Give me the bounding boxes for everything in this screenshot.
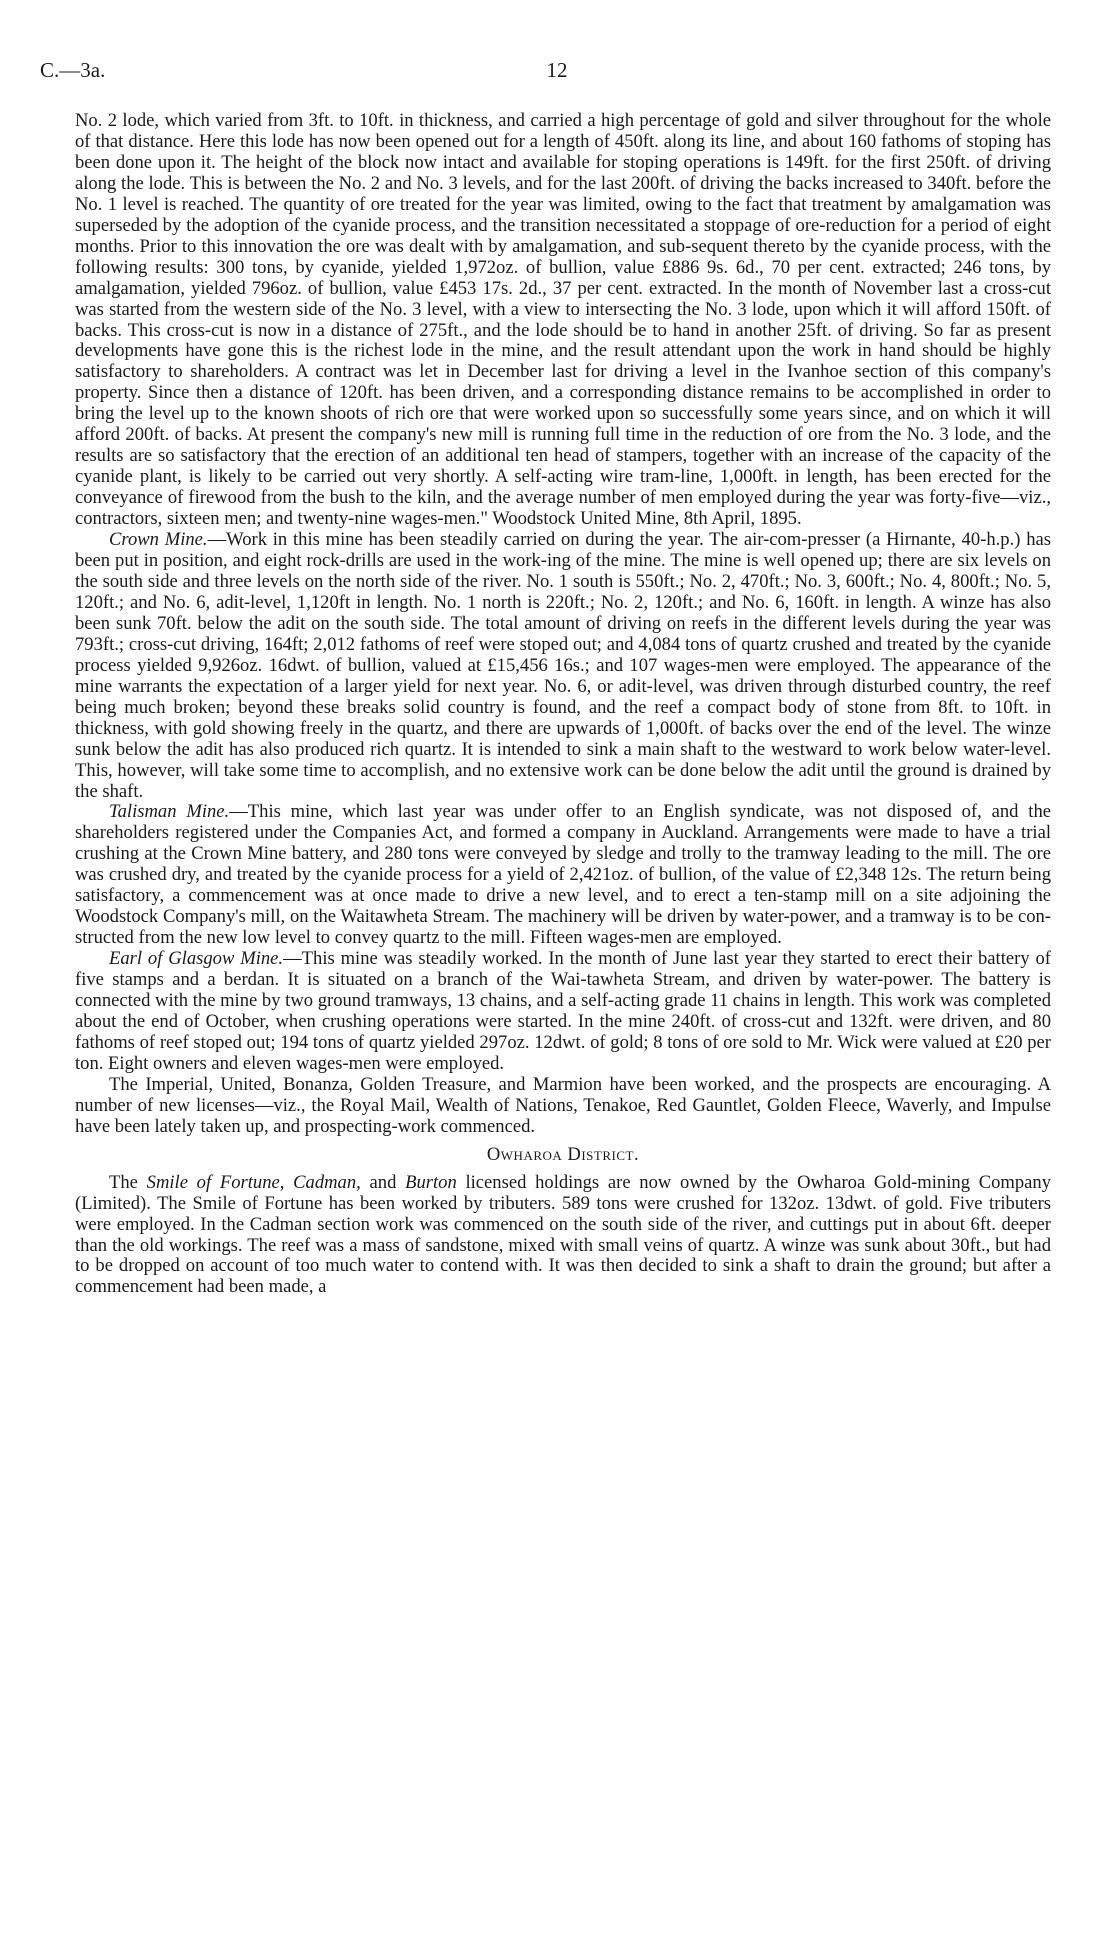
body-text <box>75 111 1051 1298</box>
paragraph-text: licensed holdings are now owned by the Owharoa Gold-mining Company (Limited). The Smile of Fortune has been worked by tributers. 589 tons were crushed for 132oz. 13dwt. of gold. Five tributers were employed. In the Cadman section work was commenced on the south side of the river, and cuttings put in about 6ft. deeper than the old workings. The reef was a mass of sandstone, mixed with small veins of quartz. A winze was sunk about 30ft., but had to be dropped on account of too much water to contend with. It was then decided to sink a shaft to drain the ground; but after a commencement had been made, a <box>75 1171 1052 1298</box>
paragraph-text-lead: The <box>109 1171 147 1193</box>
paragraph-text: The Imperial, United, Bonanza, Golden Treasure, and Marmion have been worked, and the prospects are encouraging. A number of new licenses—viz., the Royal Mail, Wealth of Nations, Tenakoe, Red Gauntlet, Golden Fleece, Waverly, and Impulse have been lately taken up, and prospecting-work commenced. <box>75 1073 1051 1137</box>
paragraph-text: —This mine was steadily worked. In the month of June last year they started to erect their battery of five stamps and a berdan. It is situated on a branch of the Wai-tawheta Stream, and driven by water-power. The battery is connected with the mine by two ground tramways, 13 chains, and a self-acting grade 11 chains in length. This work was completed about the end of October, when crushing operations were started. In the mine 240ft. of cross-cut and 132ft. were driven, and 80 fathoms of reef stoped out; 194 tons of quartz yielded 297oz. 12dwt. of gold; 8 tons of ore sold to Mr. Wick were valued at £20 per ton. Eight owners and eleven wages-men were employed. <box>75 948 1051 1074</box>
page-number: 12 <box>546 58 568 82</box>
mine-name: Talisman Mine. <box>109 801 230 823</box>
holding-names: Smile of Fortune, Cadman, <box>146 1171 361 1193</box>
mine-name: Crown Mine. <box>109 529 208 551</box>
paragraph-other-mines <box>75 1075 1051 1138</box>
mine-name: Earl of Glasgow Mine. <box>109 948 284 970</box>
paragraph-earl-of-glasgow-mine <box>75 949 1051 1075</box>
paragraph-text: No. 2 lode, which varied from 3ft. to 10ft. in thickness, and carried a high percentage of gold and silver throughout for the whole of that distance. Here this lode has now been opened out for a length of 450ft. along its line, and about 160 fathoms of stoping has been done upon it. The height of the block now intact and available for stoping operations is 149ft. for the first 250ft. of driving along the lode. This is between the No. 2 and No. 3 levels, and for the last 200ft. of driving the backs increased to 340ft. before the No. 1 level is reached. The quantity of ore treated for the year was limited, owing to the fact that treatment by amalgamation was superseded by the adoption of the cyanide process, and the transition necessitated a stoppage of ore-reduction for a period of eight months. Prior to this innovation the ore was dealt with by amalgamation, and sub-sequent thereto by the cyanide process, with the following results: 300 tons, by cyanide, yielded 1,972oz. of bullion, value £886 9s. 6d., 70 per cent. extracted; 246 tons, by amalgamation, yielded 796oz. of bullion, value £453 17s. 2d., 37 per cent. extracted. In the month of November last a cross-cut was started from the western side of the No. 3 level, with a view to intersecting the No. 3 lode, upon which it will afford 150ft. of backs. This cross-cut is now in a distance of 275ft., and the lode should be to hand in another 25ft. of driving. So far as present developments have gone this is the richest lode in the mine, and the result attendant upon the work in hand should be highly satisfactory to shareholders. A contract was let in December last for driving a level in the Ivanhoe section of this company's property. Since then a distance of 120ft. has been driven, and a corresponding distance remains to be accomplished in order to bring the level up to the known shoots of rich ore that were worked upon so successfully some years since, and on which it will afford 200ft. of backs. At present the company's new mill is running full time in the reduction of ore from the No. 3 lode, and the results are so satisfactory that the erection of an additional ten head of stampers, together with an increase of the capacity of the cyanide plant, is likely to be carried out very shortly. A self-acting wire tram-line, 1,000ft. in length, has been erected for the conveyance of firewood from the bush to the kiln, and the average number of men employed during the year was forty-five—viz., contractors, sixteen men; and twenty-nine wages-men." Woodstock United Mine, 8th April, 1895. <box>75 110 1051 530</box>
paragraph-text-mid: and <box>360 1171 406 1193</box>
paragraph-text: —Work in this mine has been steadily carried on during the year. The air-com-presser (a Hirnante, 40-h.p.) has been put in position, and eight rock-drills are used in the work-ing of the mine. The mine is well opened up; there are six levels on the south side and three levels on the north side of the river. No. 1 south is 550ft.; No. 2, 470ft.; No. 3, 600ft.; No. 4, 800ft.; No. 5, 120ft.; and No. 6, adit-level, 1,120ft in length. No. 1 north is 220ft.; No. 2, 120ft.; and No. 6, 160ft. in length. A winze has also been sunk 70ft. below the adit on the south side. The total amount of driving on reefs in the different levels during the year was 793ft.; cross-cut driving, 164ft; 2,012 fathoms of reef were stoped out; and 4,084 tons of quartz crushed and treated by the cyanide process yielded 9,926oz. 16dwt. of bullion, valued at £15,456 16s.; and 107 wages-men were employed. The appearance of the mine warrants the expectation of a larger yield for next year. No. 6, or adit-level, was driven through disturbed country, the reef being much broken; beyond these breaks solid country is found, and the reef a compact body of stone from 8ft. to 10ft. in thickness, with gold showing freely in the quartz, and there are upwards of 1,000ft. of backs over the end of the level. The winze sunk below the adit has also produced rich quartz. It is intended to sink a main shaft to the westward to work below water-level. This, however, will take some time to accomplish, and no extensive work can be done below the adit until the ground is drained by the shaft. <box>75 529 1051 802</box>
section-heading-owharoa-district: Owharoa District. <box>486 1143 640 1165</box>
paragraph-crown-mine <box>75 530 1051 802</box>
page-header <box>40 58 1074 88</box>
paragraph-talisman-mine <box>75 802 1051 949</box>
paragraph-owharoa <box>75 1173 1051 1299</box>
paragraph-woodstock-continued <box>75 111 1051 530</box>
paragraph-text: —This mine, which last year was under offer to an English syndicate, was not disposed of, and the shareholders registered under the Companies Act, and formed a company in Auckland. Arrangements were made to have a trial crushing at the Crown Mine battery, and 280 tons were conveyed by sledge and trolly to the tramway leading to the mill. The ore was crushed dry, and treated by the cyanide process for a yield of 2,421oz. of bullion, of the value of £2,348 12s. The return being satisfactory, a commencement was at once made to drive a new level, and to erect a ten-stamp mill on a site adjoining the Woodstock Company's mill, on the Waitawheta Stream. The machinery will be driven by water-power, and a tramway is to be con-structed from the new low level to convey quartz to the mill. Fifteen wages-men are employed. <box>75 801 1051 949</box>
document-reference: C.—3a. <box>40 58 106 82</box>
holding-name: Burton <box>405 1171 457 1193</box>
